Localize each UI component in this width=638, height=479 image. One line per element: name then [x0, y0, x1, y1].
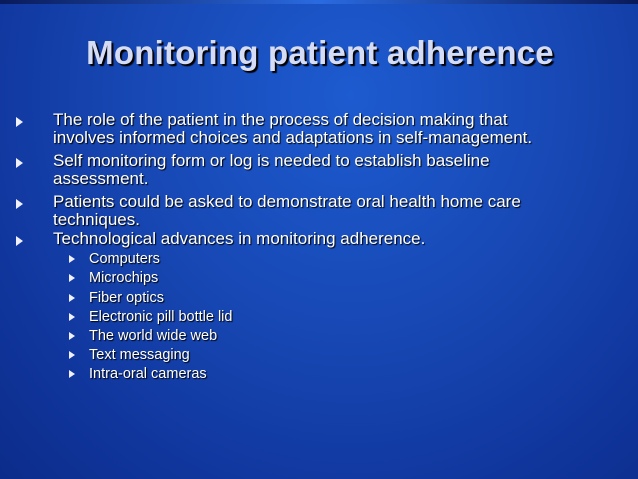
- sub-bullet-item: [69, 366, 589, 382]
- bullet-item: [16, 230, 616, 248]
- bullet-item: [16, 193, 616, 229]
- sub-bullet-text: Electronic pill bottle lid: [89, 309, 233, 325]
- triangle-bullet-icon: [69, 274, 75, 282]
- slide-title: Monitoring patient adherence: [86, 34, 554, 71]
- bullet-text: The role of the patient in the process of decision making that involves informed choices and adaptations in self-management.: [53, 110, 533, 147]
- triangle-bullet-icon: [16, 199, 23, 209]
- sub-bullet-text: Computers: [89, 251, 160, 267]
- sub-bullet-item: [69, 290, 589, 306]
- sub-bullet-text: Intra-oral cameras: [89, 366, 207, 382]
- sub-bullet-item: [69, 328, 589, 344]
- triangle-bullet-icon: [16, 236, 23, 246]
- bullet-text: Self monitoring form or log is needed to establish baseline assessment.: [53, 151, 490, 188]
- sub-bullet-text: The world wide web: [89, 328, 218, 344]
- sub-bullet-text: Text messaging: [89, 347, 190, 363]
- triangle-bullet-icon: [16, 117, 23, 127]
- sub-bullet-item: [69, 251, 589, 267]
- sub-bullet-item: [69, 309, 589, 325]
- triangle-bullet-icon: [69, 332, 75, 340]
- bullet-item: [16, 111, 616, 147]
- sub-bullet-item: [69, 270, 589, 286]
- triangle-bullet-icon: [69, 255, 75, 263]
- triangle-bullet-icon: [69, 370, 75, 378]
- bullet-item: [16, 152, 616, 188]
- sub-bullet-text: Microchips: [89, 270, 159, 286]
- triangle-bullet-icon: [16, 158, 23, 168]
- sub-bullet-text: Fiber optics: [89, 290, 164, 306]
- bullet-text: Patients could be asked to demonstrate oral health home care techniques.: [53, 192, 521, 229]
- triangle-bullet-icon: [69, 313, 75, 321]
- triangle-bullet-icon: [69, 294, 75, 302]
- sub-bullet-item: [69, 347, 589, 363]
- bullet-text: Technological advances in monitoring adherence.: [53, 229, 426, 248]
- triangle-bullet-icon: [69, 351, 75, 359]
